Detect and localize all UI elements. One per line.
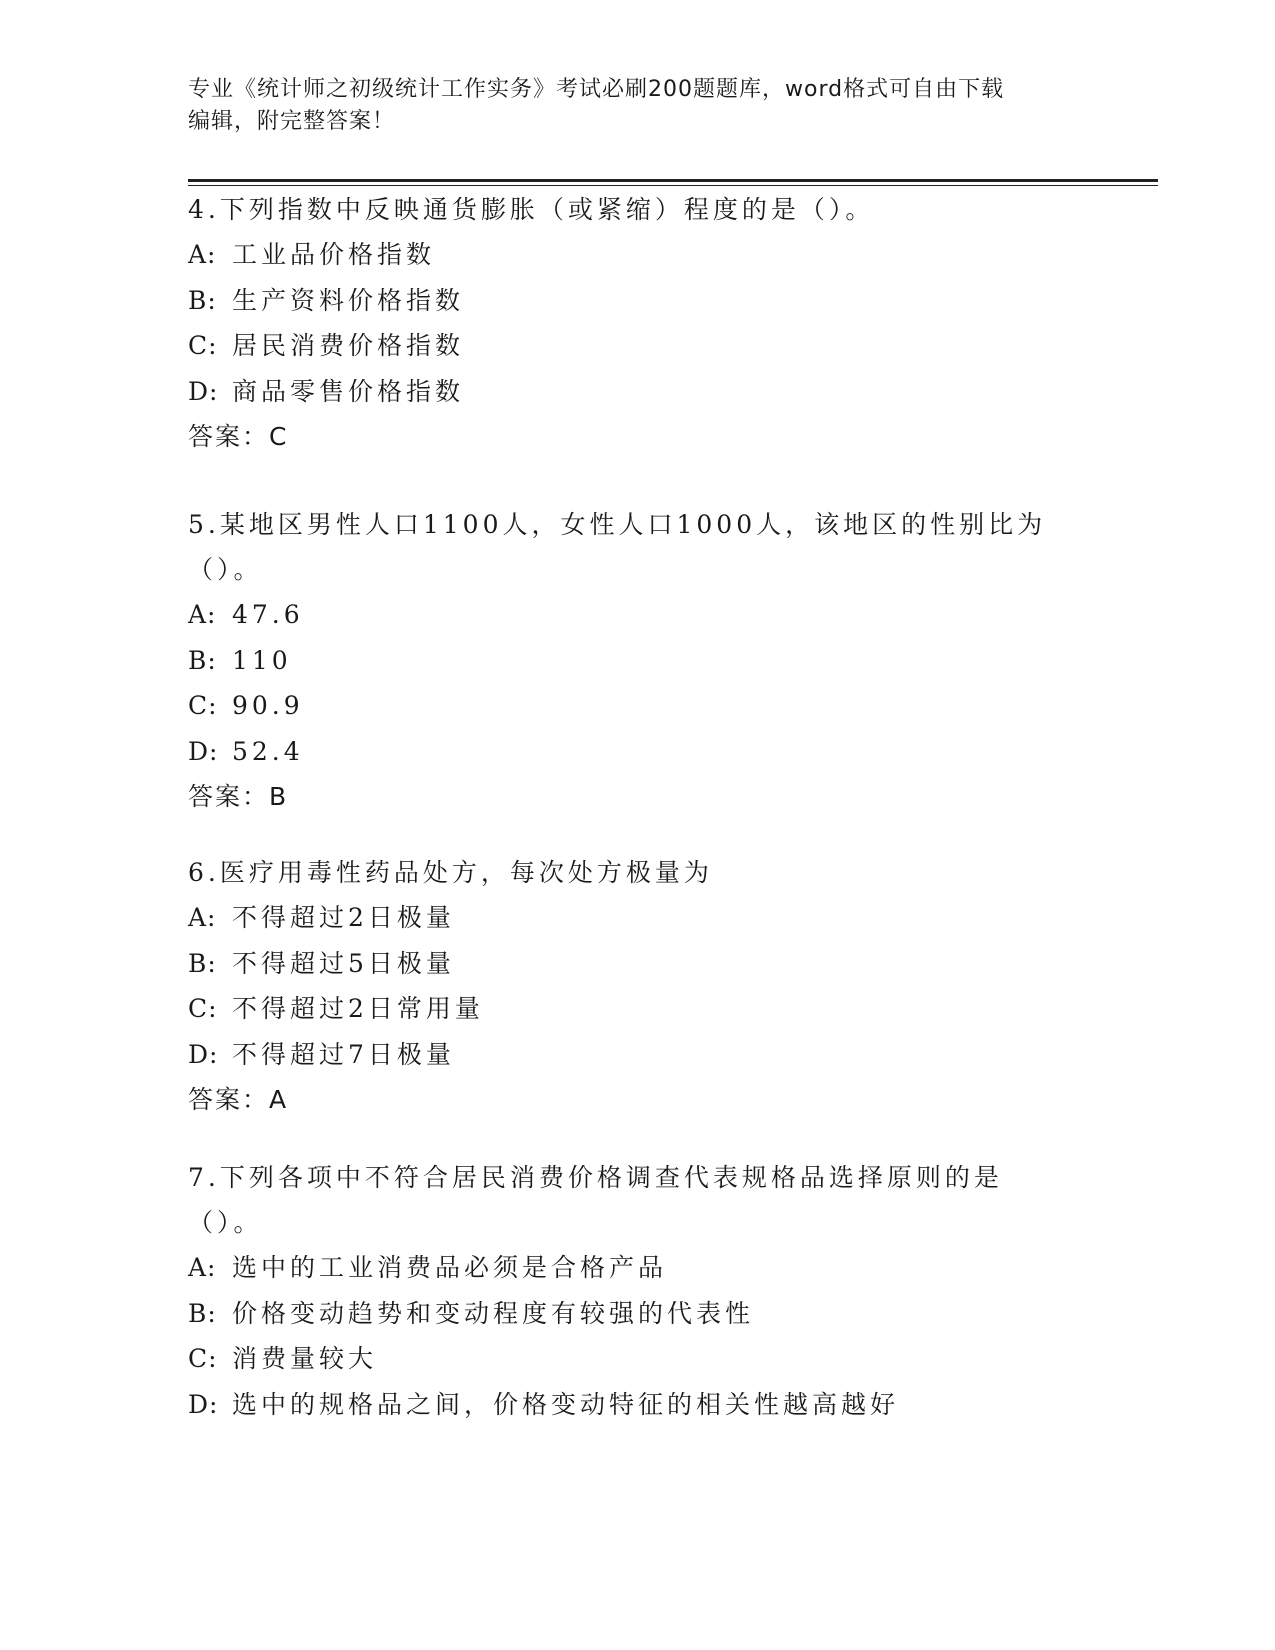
option-letter: B: [188,1298,217,1328]
option-text: 不得超过5日极量 [232,948,455,978]
option-letter: D: [188,1039,219,1069]
header-divider-thick [188,179,1158,182]
option-c [188,683,1068,729]
option-text: 消费量较大 [232,1344,378,1374]
question-stem: 7.下列各项中不符合居民消费价格调查代表规格品选择原则的是（）。 [188,1163,1003,1237]
question-6 [188,850,1068,1123]
option-d [188,729,1068,775]
header-line-2: 编辑，附完整答案！ [188,109,396,134]
option-letter: B: [188,948,217,978]
option-letter: C: [188,691,218,721]
question-5 [188,502,1068,820]
option-letter: A: [188,240,217,269]
option-text: 选中的规格品之间，价格变动特征的相关性越高越好 [232,1389,900,1419]
option-text: 价格变动趋势和变动程度有较强的代表性 [232,1298,755,1328]
header-divider-thin [188,185,1158,186]
option-text: 不得超过2日极量 [232,903,455,932]
question-stem: 6.医疗用毒性药品处方，每次处方极量为 [188,858,713,887]
option-letter: A: [188,1253,217,1282]
answer: 答案：A [188,1085,289,1115]
option-letter: D: [188,1389,219,1419]
option-text: 47.6 [232,600,304,629]
option-letter: C: [188,331,218,361]
option-text: 90.9 [232,691,304,721]
option-text: 110 [232,645,292,675]
option-d [188,1032,1068,1078]
option-letter: A: [188,600,217,629]
option-d [188,1382,1068,1428]
question-4 [188,187,1068,460]
option-b [188,941,1068,987]
option-b [188,1291,1068,1337]
option-b [188,638,1068,684]
option-text: 商品零售价格指数 [232,376,465,406]
option-a [188,1245,1068,1291]
option-letter: C: [188,994,218,1024]
option-text: 居民消费价格指数 [232,331,465,361]
option-letter: D: [188,376,219,406]
option-c [188,1336,1068,1382]
option-text: 52.4 [232,736,304,766]
question-stem: 5.某地区男性人口1100人，女性人口1000人，该地区的性别比为（）。 [188,510,1047,584]
question-7 [188,1155,1068,1427]
option-text: 不得超过7日极量 [232,1039,455,1069]
document-header [188,74,1088,138]
option-letter: B: [188,285,217,315]
option-letter: C: [188,1344,218,1374]
answer: 答案：B [188,782,289,812]
option-text: 选中的工业消费品必须是合格产品 [232,1253,668,1282]
question-stem: 4.下列指数中反映通货膨胀（或紧缩）程度的是（）。 [188,195,875,224]
option-b [188,278,1068,324]
option-c [188,986,1068,1032]
option-a [188,895,1068,941]
option-c [188,323,1068,369]
option-letter: D: [188,736,219,766]
option-letter: A: [188,903,217,932]
option-text: 生产资料价格指数 [232,285,465,315]
option-a [188,232,1068,278]
answer: 答案：C [188,422,289,452]
option-d [188,369,1068,415]
option-text: 不得超过2日常用量 [232,994,484,1024]
option-letter: B: [188,645,217,675]
option-a [188,592,1068,638]
option-text: 工业品价格指数 [232,240,436,269]
header-line-1: 专业《统计师之初级统计工作实务》考试必刷200题题库，word格式可自由下载 [188,77,1005,102]
